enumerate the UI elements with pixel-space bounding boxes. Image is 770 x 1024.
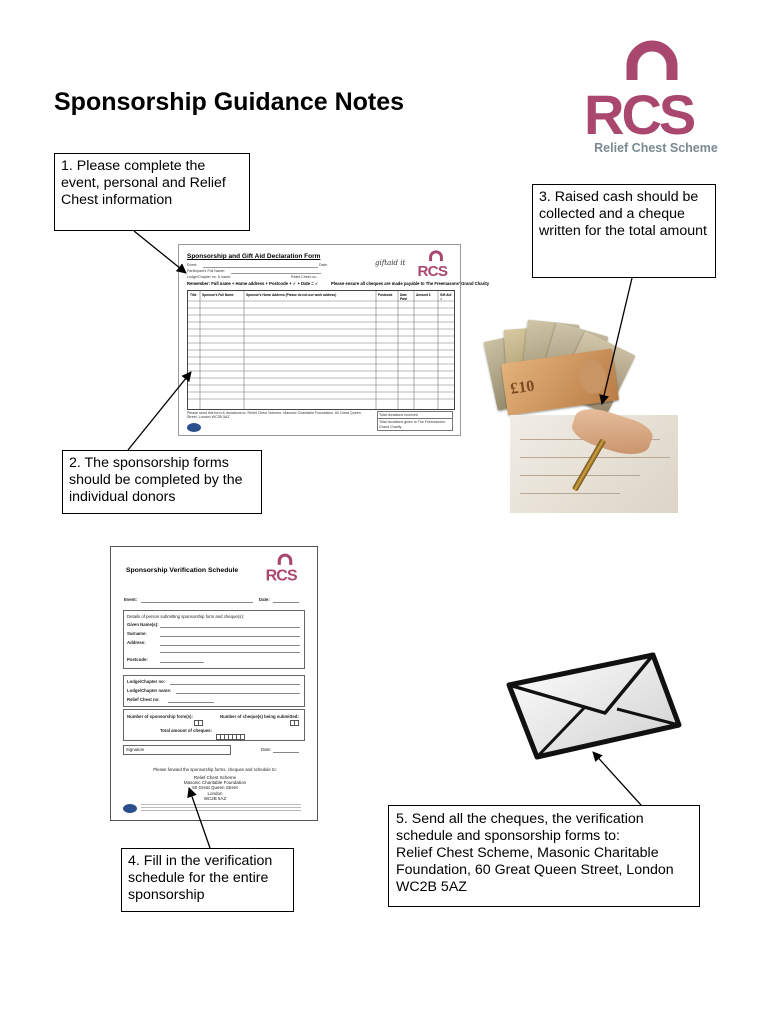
verif-postcode-label: Postcode: <box>127 657 148 662</box>
step-1-callout: 1. Please complete the event, personal and Relief Chest information <box>54 153 250 231</box>
step-3-callout: 3. Raised cash should be collected and a cheque written for the total amount <box>532 184 716 278</box>
verif-address-block <box>111 775 319 801</box>
verif-signature-label: Signature <box>126 747 145 752</box>
declaration-form-thumbnail <box>178 244 490 436</box>
verif-masonic-logo <box>123 804 137 813</box>
verif-date-label: Date: <box>259 597 270 602</box>
verif-address-line-2 <box>160 652 300 653</box>
decl-col-date: Date Paid <box>400 293 407 301</box>
verif-address-line-1 <box>160 645 300 646</box>
decl-col-address: Sponsor's Home Address (Please do not use work address) <box>246 293 337 297</box>
verification-schedule-thumbnail <box>110 546 318 821</box>
verif-given-names-line <box>160 627 300 628</box>
masonic-logo <box>187 423 201 432</box>
verif-lodge-name-line <box>176 693 300 694</box>
logo-caption: Relief Chest Scheme <box>594 141 718 155</box>
decl-donor-table <box>187 290 455 410</box>
verif-num-cheques-label: Number of cheque(s) being submitted: <box>220 714 299 719</box>
verif-postcode-line <box>160 662 204 663</box>
verif-lodge-no-label: Lodge/Chapter no: <box>127 679 166 684</box>
decl-event-label: Event: <box>187 263 198 267</box>
verif-signature-box <box>123 745 231 755</box>
giftaid-logo: giftaid it <box>375 259 406 267</box>
verif-event-label: Event: <box>124 597 138 602</box>
verif-address-line: WC2B 5AZ <box>203 795 227 801</box>
decl-participant-line <box>231 273 321 274</box>
verif-event-line <box>141 602 253 603</box>
verif-lodge-name-label: Lodge/Chapter name: <box>127 688 172 693</box>
verif-address-line: Relief Chest Scheme <box>193 775 237 780</box>
decl-total-given: Total donations given to The Freemasons' Grand Charity <box>377 419 453 431</box>
verif-title: Sponsorship Verification Schedule <box>126 567 239 574</box>
decl-totals <box>377 411 453 431</box>
verif-total-cheques-label: Total amount of cheques: <box>160 728 212 733</box>
verif-sig-date-line <box>273 752 299 753</box>
decl-col-postcode: Postcode <box>378 293 393 297</box>
step-4-callout: 4. Fill in the verification schedule for the entire sponsorship <box>121 848 294 912</box>
step-5-instruction: 5. Send all the cheques, the verification schedule and sponsorship forms to: <box>396 811 644 844</box>
decl-participant-label: Participant's Full Name: <box>187 269 225 273</box>
verif-lodge-no-line <box>170 684 300 685</box>
decl-event-line <box>203 267 318 268</box>
decl-table-grid <box>188 291 454 409</box>
decl-payable-note: Please ensure all cheques are made payable to The Freemasons' Grand Charity <box>331 281 490 286</box>
verif-rcs-logo <box>265 552 305 588</box>
decl-col-amount: Amount £ <box>416 293 431 297</box>
svg-text:RCS: RCS <box>417 262 448 280</box>
decl-col-giftaid: Gift Aid ✓ <box>440 293 452 301</box>
verif-surname-label: Surname: <box>127 631 147 636</box>
page-title: Sponsorship Guidance Notes <box>54 88 405 116</box>
verif-address-line: London <box>207 790 223 796</box>
decl-relief-chest-label: Relief Chest no.: <box>291 275 318 279</box>
verif-totals-box <box>123 709 305 741</box>
verif-num-forms-label: Number of sponsorship form(s): <box>127 714 193 719</box>
decl-col-name: Sponsor's Full Name <box>202 293 234 297</box>
envelope-icon <box>503 651 683 761</box>
step-5-address: Relief Chest Scheme, Masonic Charitable Foundation, 60 Great Queen Street, London WC2B 5AZ <box>396 845 674 895</box>
verif-num-cheques-cells <box>290 713 298 731</box>
decl-rcs-logo <box>417 249 455 283</box>
note-value-icon: £10 <box>509 377 536 398</box>
verif-given-names-label: Given Name(s): <box>127 622 159 627</box>
step-5-callout <box>388 805 700 907</box>
verif-date-line <box>273 602 299 603</box>
verif-address-line: 60 Great Queen Street <box>192 785 238 791</box>
svg-text:RCS: RCS <box>584 83 694 146</box>
verif-address-line: Masonic Charitable Foundation <box>183 780 247 786</box>
cash-and-cheque-photo <box>490 318 678 513</box>
queen-portrait-icon <box>577 358 607 395</box>
decl-date-label: Date: <box>319 263 328 267</box>
verif-relief-chest-line <box>168 702 214 703</box>
verif-sig-date-label: Date: <box>261 747 272 752</box>
verif-lodge-box <box>123 675 305 707</box>
decl-total-received: Total donations received <box>377 411 453 419</box>
verif-address-label: Address: <box>127 640 146 645</box>
decl-col-title: Title <box>190 293 197 297</box>
verif-details-heading: Details of person submitting sponsorship form and cheque(s): <box>127 614 245 619</box>
verif-details-box <box>123 610 305 669</box>
verif-footer-smallprint <box>141 804 301 805</box>
decl-footnote: Please send this form & donations to: Relief Chest Scheme, Masonic Charitable Foundation, 60 Great Queen Street, London WC2B 5AZ <box>187 411 361 420</box>
cheque-line <box>520 493 620 494</box>
step-2-callout: 2. The sponsorship forms should be completed by the individual donors <box>62 450 262 514</box>
verif-relief-chest-label: Relief Chest no: <box>127 697 160 702</box>
decl-lodge-label: Lodge/Chapter no. & name: <box>187 275 232 279</box>
verif-surname-line <box>160 636 300 637</box>
declaration-form-title: Sponsorship and Gift Aid Declaration Form <box>187 253 321 260</box>
svg-text:RCS: RCS <box>265 567 297 585</box>
verif-total-cheques-cells <box>216 727 244 745</box>
verif-forward-text: Please forward the sponsorship forms, cheques and schedule to: <box>153 767 277 772</box>
decl-remember-note: Remember: Full name + Home address + Postcode + ✓ + Date = ✓ <box>187 281 319 286</box>
